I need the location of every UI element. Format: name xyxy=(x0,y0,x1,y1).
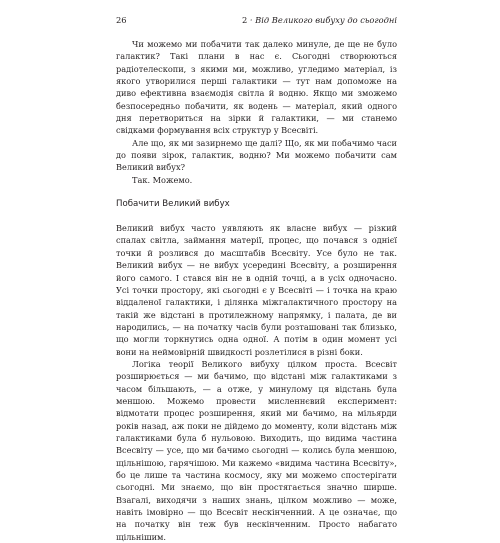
paragraph: Великий вибух часто уявляють як власне вибух — різкий спалах світла, займання матерії, процес, що почався з однієї точки й розлився до масштабів Всесвіту. Усе було не так. Великий вибух — не вибух усередині Всесвіту, а розширення його самого. І стався він не в одній точці, а в усіх одночасно. Усі точки простору, які сьогодні є у Всесвіті — і точка на краю віддаленої галактики, і ділянка міжгалактичного простору на такій же відстані в протилежному напрямку, і палата, де ви народились, — на початку часів були розташовані так близько, що могли торкнутись одна одної. А потім в один момент усі вони на неймовірній швидкості розлетілися в різні боки. xyxy=(116,223,397,357)
page-number: 26 xyxy=(116,15,127,25)
body-text xyxy=(116,38,397,543)
running-head xyxy=(242,13,397,27)
chapter-number: 2 xyxy=(241,15,248,25)
paragraph: Логіка теорії Великого вибуху цілком проста. Всесвіт розширюється — ми бачимо, що відстані між галактиками з часом більшають, — а отже, у минулому ця відстань була меншою. Можемо провести мисленнєвий експеримент: відмотати процес розширення, який ми бачимо, на мільярди років назад, аж поки не дійдемо до моменту, коли відстань між галактиками була б нульовою. Виходить, що видима частина Всесвіту — усе, що ми бачимо сьогодні — колись була меншою, щільнішою, гарячішою. Ми кажемо «видима частина Всесвіту», бо це лише та частина космосу, яку ми можемо спостерігати сьогодні. Ми знаємо, що він простягається значно ширше. Взагалі, виходячи з наших знань, цілком можливо — може, навіть імовірно — що Всесвіт нескінченний. А це означає, що на початку він теж був нескінченним. Просто набагато щільнішим. xyxy=(116,358,397,542)
paragraph: Але що, як ми зазирнемо ще далі? Що, як ми побачимо часи до появи зірок, галактик, водню? Ми можемо побачити сам Великий вибух? xyxy=(116,137,397,173)
paragraph: Чи можемо ми побачити так далеко минуле, де ще не було галактик? Такі плани в нас є. Сьогодні створюються радіотелескопи, з якими ми, можливо, угледимо матеріал, із якого утворилися перші галактики — тут нам допоможе на диво ефективна взаємодія світла й водню. Якщо ми зможемо безпосередньо побачити, як водень — матеріал, який одного дня перетвориться на зірки й галактики, — ми станемо свідками формування всіх структур у Всесвіті. xyxy=(116,39,397,136)
section-gap xyxy=(116,186,397,198)
running-head-separator: · xyxy=(247,15,256,25)
chapter-title: Від Великого вибуху до сьогодні xyxy=(255,15,397,25)
page-header xyxy=(116,13,397,27)
section-heading: Побачити Великий вибух xyxy=(116,199,230,210)
paragraph: Так. Можемо. xyxy=(132,174,193,185)
